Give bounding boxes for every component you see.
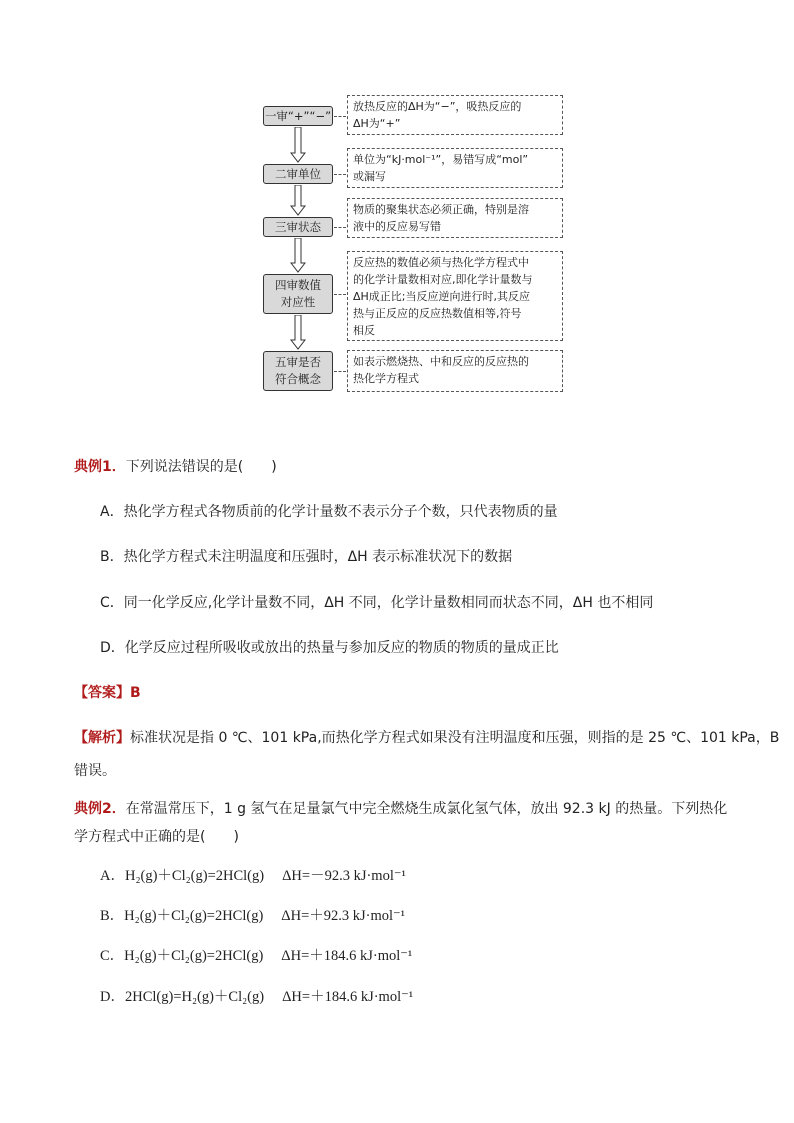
flow-note-1-line-2: ΔH为“+” [353, 117, 401, 130]
flow-step-3 [263, 217, 333, 237]
answer-label: 【答案】 [74, 685, 130, 701]
example-2-question [74, 799, 727, 819]
analysis-line-1: 标准状况是指 0 ℃、101 kPa,而热化学方程式如果没有注明温度和压强，则指的是 25 ℃、101 kPa，B [130, 730, 780, 746]
flow-step-5 [263, 351, 333, 391]
example-2-option-c [100, 946, 412, 966]
flow-note-4-line-3: ΔH成正比;当反应逆向进行时,其反应 [353, 290, 530, 303]
option-equation: H₂(g)＋Cl₂(g)=2HCl(g) [124, 948, 264, 964]
flow-connector [334, 174, 346, 175]
flow-step-4-line-2: 对应性 [280, 295, 316, 309]
flow-connector [334, 371, 346, 372]
flow-note-3-line-1: 物质的聚集状态必须正确，特别是溶 [353, 203, 529, 216]
option-letter: A． [100, 868, 125, 884]
option-equation: H₂(g)＋Cl₂(g)=2HCl(g) [124, 908, 264, 924]
example-1-option-d: D．化学反应过程所吸收或放出的热量与参加反应的物质的物质的量成正比 [100, 640, 559, 656]
option-letter: B． [100, 908, 125, 924]
flow-note-4-line-2: 的化学计量数相对应,即化学计量数与 [353, 273, 533, 286]
flow-note-4-line-1: 反应热的数值必须与热化学方程式中 [353, 256, 529, 269]
example-2-option-a [100, 866, 406, 886]
flow-note-4-line-5: 相反 [353, 324, 375, 337]
example-1-answer [74, 683, 141, 703]
flow-note-5-line-1: 如表示燃烧热、中和反应的反应热的 [353, 355, 529, 368]
analysis-line-2: 错误。 [74, 763, 116, 779]
flow-step-3-label: 三审状态 [275, 219, 321, 234]
example-2-label: 典例2． [74, 801, 126, 817]
flow-step-2-label: 二审单位 [275, 166, 321, 181]
option-equation: H₂(g)＋Cl₂(g)=2HCl(g) [124, 868, 265, 884]
flow-note-2 [347, 148, 563, 188]
flow-note-3-line-2: 液中的反应易写错 [353, 220, 441, 233]
flow-step-4 [263, 274, 333, 314]
option-delta-h: ΔH=＋184.6 kJ·mol⁻¹ [281, 948, 413, 964]
down-arrow-icon [290, 127, 306, 163]
flow-note-5 [347, 350, 563, 392]
example-2-question-line-2: 学方程式中正确的是( ) [74, 829, 239, 845]
example-1-question-text: 下列说法错误的是( ) [125, 459, 277, 475]
down-arrow-icon [290, 315, 306, 350]
example-1-analysis [74, 728, 779, 748]
down-arrow-icon [290, 185, 306, 216]
flow-note-2-line-1: 单位为“kJ·mol⁻¹”，易错写成“mol” [353, 153, 529, 166]
down-arrow-icon [290, 238, 306, 273]
example-2-question-line-1: 在常温常压下，1 g 氢气在足量氯气中完全燃烧生成氯化氢气体，放出 92.3 kJ 的热量。下列热化 [125, 801, 728, 817]
example-1-option-b: B．热化学方程式未注明温度和压强时，ΔH 表示标准状况下的数据 [100, 549, 513, 565]
example-2-option-d [100, 987, 413, 1007]
flow-note-4 [347, 251, 563, 341]
option-delta-h: ΔH=＋184.6 kJ·mol⁻¹ [282, 989, 414, 1005]
example-2-option-b [100, 906, 405, 926]
flow-note-4-line-4: 热与正反应的反应热数值相等,符号 [353, 307, 522, 320]
flow-note-1 [347, 95, 563, 135]
answer-value: B [130, 685, 141, 701]
example-1-label: 典例1． [74, 459, 126, 475]
option-delta-h: ΔH=－92.3 kJ·mol⁻¹ [282, 868, 406, 884]
example-1-question [74, 457, 277, 477]
flow-connector [334, 227, 346, 228]
flow-note-2-line-2: 或漏写 [353, 170, 386, 183]
flow-connector [334, 116, 346, 117]
flow-connector [334, 294, 346, 295]
flow-step-5-line-1: 五审是否 [275, 355, 321, 369]
option-delta-h: ΔH=＋92.3 kJ·mol⁻¹ [281, 908, 406, 924]
flow-note-3 [347, 198, 563, 238]
flow-step-5-line-2: 符合概念 [275, 372, 321, 386]
analysis-label: 【解析】 [74, 730, 130, 746]
flow-step-2 [263, 164, 333, 184]
flow-note-5-line-2: 热化学方程式 [353, 372, 419, 385]
example-1-option-a: A．热化学方程式各物质前的化学计量数不表示分子个数，只代表物质的量 [100, 504, 558, 520]
option-letter: C． [100, 948, 125, 964]
flow-step-1 [263, 106, 333, 126]
flow-step-1-label: 一审“+”“−” [264, 108, 332, 123]
flow-note-1-line-1: 放热反应的ΔH为“−”，吸热反应的 [353, 100, 522, 113]
option-letter: D． [100, 989, 125, 1005]
example-1-option-c: C．同一化学反应,化学计量数不同，ΔH 不同，化学计量数相同而状态不同，ΔH 也不相同 [100, 595, 654, 611]
flow-step-4-line-1: 四审数值 [275, 278, 321, 292]
option-equation: 2HCl(g)=H₂(g)＋Cl₂(g) [124, 989, 265, 1005]
